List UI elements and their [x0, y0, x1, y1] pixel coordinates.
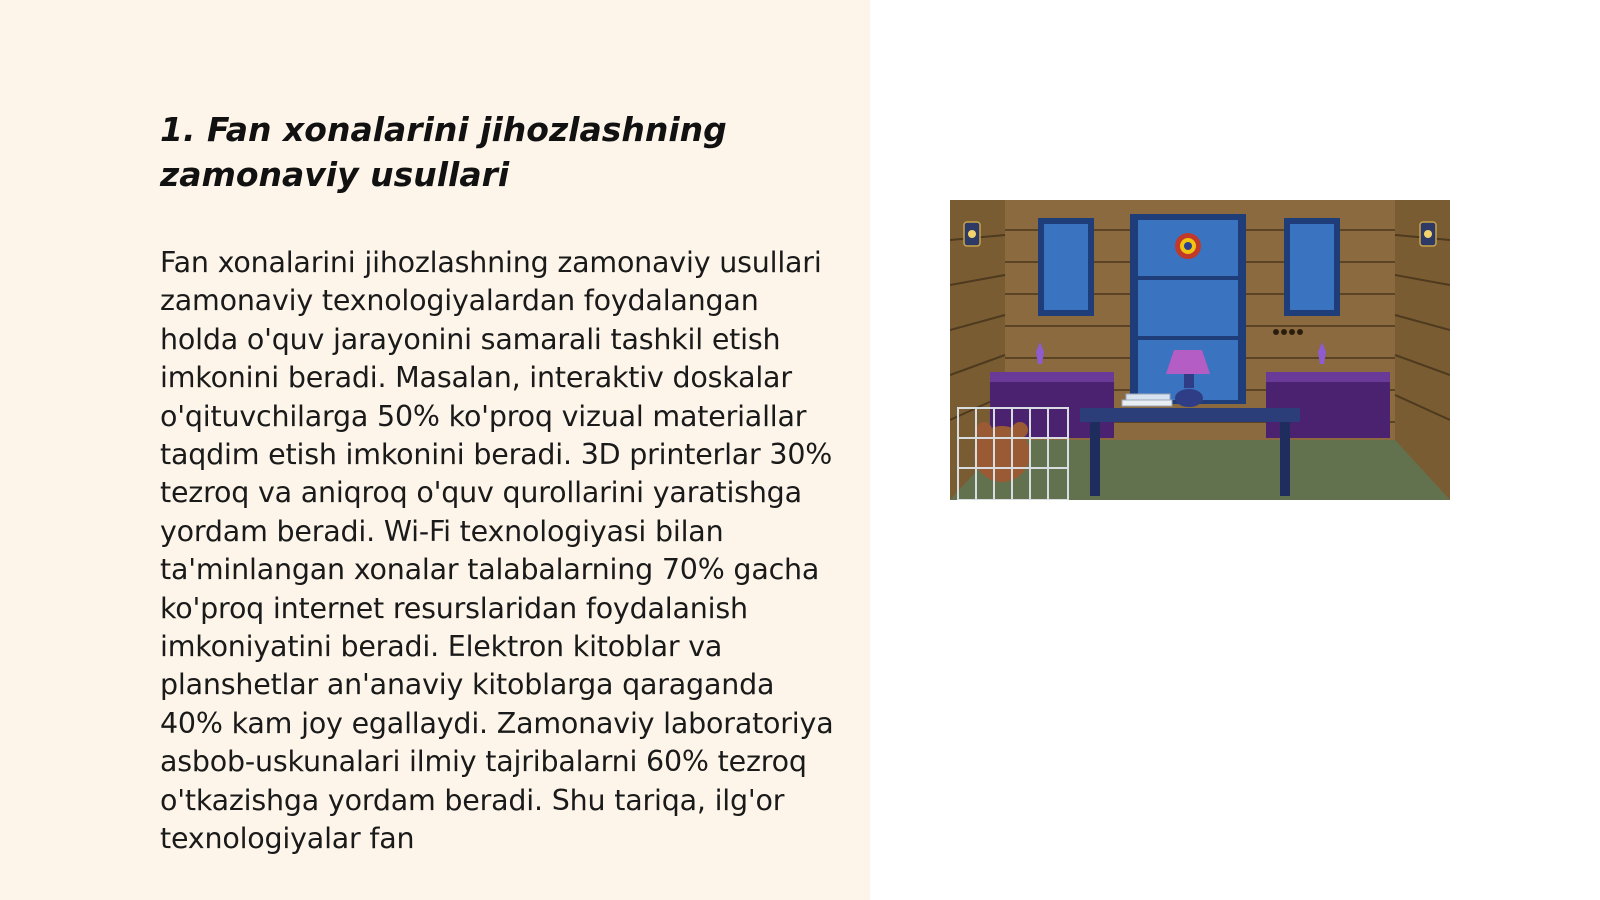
slide-heading: 1. Fan xonalarini jihozlashning zamonaviy usullari — [160, 110, 727, 194]
room-illustration — [950, 200, 1450, 500]
slide-body-text: Fan xonalarini jihozlashning zamonaviy usullari zamonaviy texnologiyalardan foydalangan holda o'quv jarayonini samarali tashkil etish imkonini beradi. Masalan, interaktiv doskalar o'qituvchilarga 50% ko'proq vizual materiallar taqdim etish imkonini beradi. 3D printerlar 30% tezroq va aniqroq o'quv qurollarini yaratishga yordam beradi. Wi-Fi texnologiyasi bilan ta'minlangan xonalar talabalarning 70% gacha ko'proq internet resurslaridan foydalanish imkoniyatini beradi. Elektron kitoblar va planshetlar an'anaviy kitoblarga qaraganda 40% kam joy egallaydi. Zamonaviy laboratoriya asbob-uskunalari ilmiy tajribalarni 60% tezroq o'tkazishga yordam beradi. Shu tariqa, ilg'or texnologiyalar fan — [160, 246, 834, 856]
